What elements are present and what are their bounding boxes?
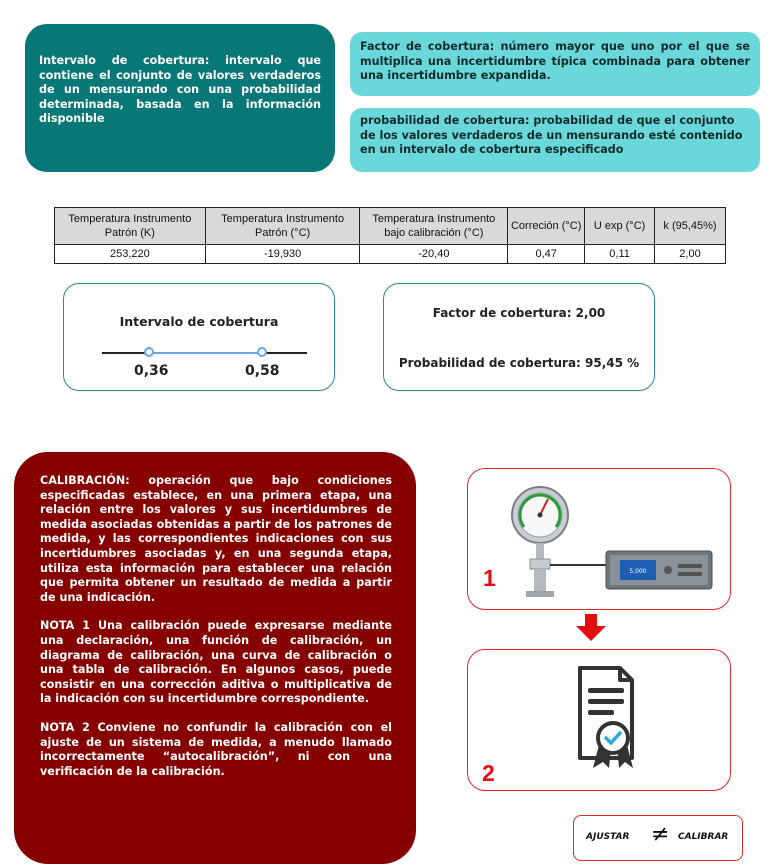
table-header: Correción (°C) xyxy=(508,208,585,245)
calibration-table xyxy=(54,207,726,264)
not-equal-icon: ≠ xyxy=(651,822,670,847)
interval-line-left xyxy=(102,352,149,354)
step-1-number: 1 xyxy=(483,565,496,591)
table-cell: -19,930 xyxy=(205,245,360,264)
step-1-box xyxy=(467,468,731,610)
table-header-row xyxy=(55,208,726,245)
table-header: Temperatura Instrumento bajo calibración (°C) xyxy=(360,208,508,245)
calibrar-label: CALIBRAR xyxy=(678,832,729,842)
factor-panel xyxy=(383,283,655,391)
table-header: Temperatura Instrumento Patrón (K) xyxy=(55,208,206,245)
table-cell: 0,11 xyxy=(585,245,655,264)
interval-high-value: 0,58 xyxy=(245,363,280,379)
interval-low-value: 0,36 xyxy=(134,363,169,379)
interval-line-mid xyxy=(149,352,262,354)
step-2-number: 2 xyxy=(482,760,495,786)
interval-panel xyxy=(63,283,335,391)
ajustar-label: AJUSTAR xyxy=(586,832,630,842)
interval-line-right xyxy=(262,352,307,354)
calibracion-nota-1: NOTA 1 Una calibración puede expresarse mediante una declaración, una función de calibración, un diagrama de calibración, una curva de calibración o una tabla de calibración. En algunos casos, puede consistir en una corrección aditiva o multiplicativa de la indicación con su incertidumbre correspondiente. xyxy=(40,619,392,706)
probability-value: Probabilidad de cobertura: 95,45 % xyxy=(398,356,640,370)
calibracion-main-text: CALIBRACIÓN: operación que bajo condiciones especificadas establece, en una primera etapa, una relación entre los valores y sus incertidumbres de medida asociadas obtenidas a partir de los patrones de medida, y las correspondientes indicaciones con sus incertidumbres asociadas y, en una segunda etapa, utiliza esta información para establecer una relación que permita obtener un resultado de medida a partir de una indicación. xyxy=(40,474,392,604)
certificate-icon xyxy=(468,650,732,792)
interval-title: Intervalo de cobertura xyxy=(119,314,279,329)
table-header: U exp (°C) xyxy=(585,208,655,245)
table-cell: 253,220 xyxy=(55,245,206,264)
table-header: k (95,45%) xyxy=(655,208,726,245)
interval-high-marker xyxy=(257,347,267,357)
calibracion-nota-2: NOTA 2 Conviene no confundir la calibración con el ajuste de un sistema de medida, a menudo llamado incorrectamente “autocalibración”, ni con una verificación de la calibración. xyxy=(40,720,392,778)
table-header: Temperatura Instrumento Patrón (°C) xyxy=(205,208,360,245)
arrow-down-icon xyxy=(576,614,606,644)
step-2-box xyxy=(467,649,731,791)
table-cell: 0,47 xyxy=(508,245,585,264)
gauge-calibrator-illustration xyxy=(468,469,732,611)
calibracion-definition xyxy=(14,452,416,864)
table-cell: -20,40 xyxy=(360,245,508,264)
factor-value: Factor de cobertura: 2,00 xyxy=(432,306,606,320)
intervalo-cobertura-definition: Intervalo de cobertura: intervalo que contiene el conjunto de valores verdaderos de un mensurando con una probabilidad determinada, basada en la información disponible xyxy=(25,24,335,172)
table-row xyxy=(55,245,726,264)
calibrator-display: 5.000 xyxy=(629,568,647,575)
factor-cobertura-definition: Factor de cobertura: número mayor que uno por el que se multiplica una incertidumbre típica combinada para obtener una incertidumbre expandida. xyxy=(350,32,760,96)
table-cell: 2,00 xyxy=(655,245,726,264)
probabilidad-cobertura-definition: probabilidad de cobertura: probabilidad de que el conjunto de los valores verdaderos de un mensurando esté contenido en un intervalo de cobertura especificado xyxy=(350,108,760,172)
interval-low-marker xyxy=(144,347,154,357)
ajustar-calibrar-box xyxy=(573,815,743,861)
